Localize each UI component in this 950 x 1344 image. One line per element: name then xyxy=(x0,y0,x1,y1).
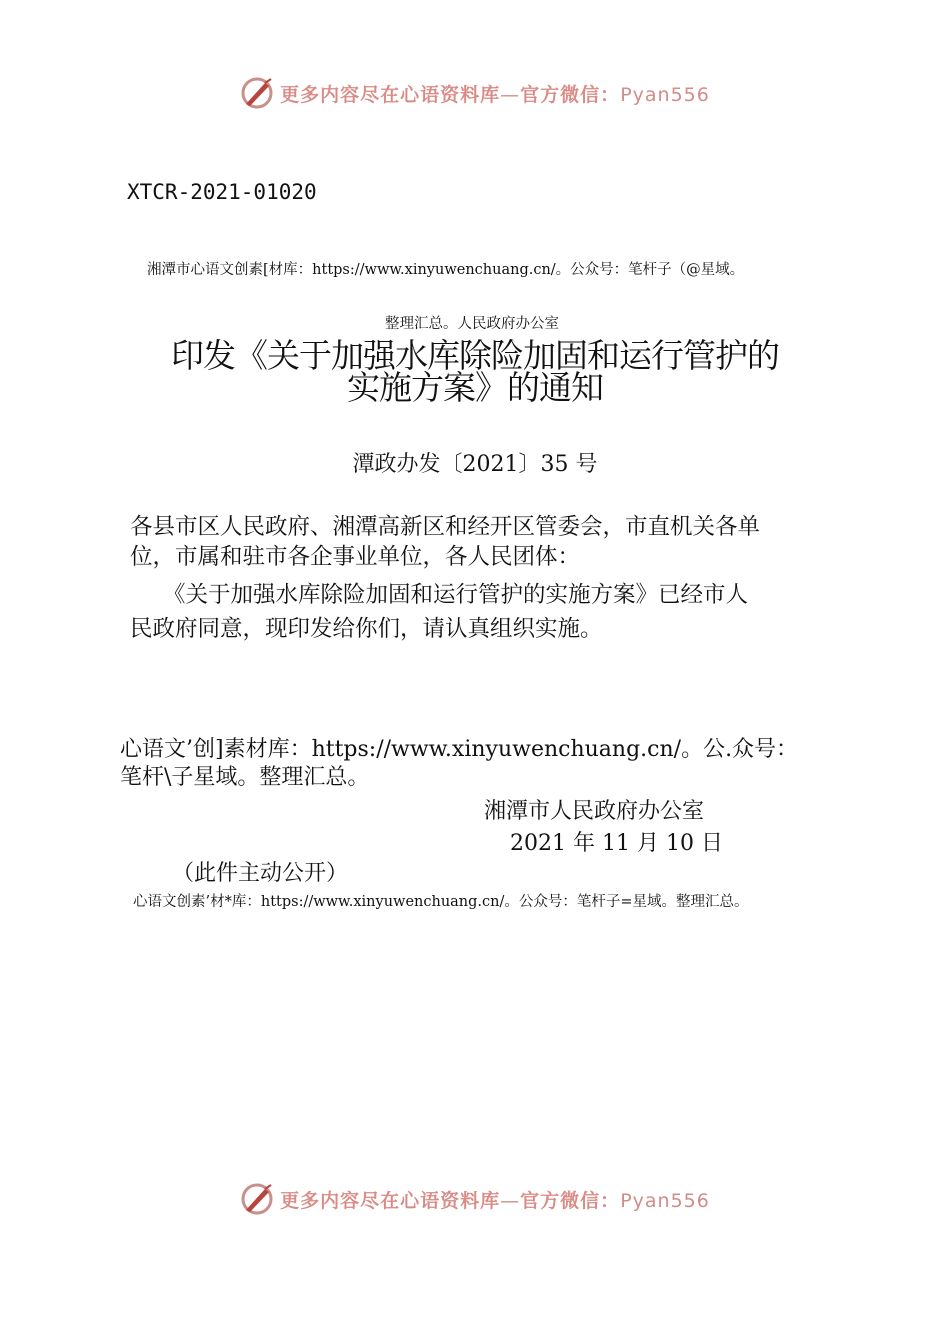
banner-dash: — xyxy=(500,83,521,106)
banner-wechat-label: 官方微信： xyxy=(520,83,621,106)
quill-pen-icon xyxy=(240,76,274,110)
disclosure-note: （此件主动公开） xyxy=(172,861,349,886)
watermark-line: 心语文’创]素材库：https://www.xinyuwenchuang.cn/。公.众号： xyxy=(120,737,799,762)
body-paragraph-line: 《关于加强水库除险加固和运行管护的实施方案》已经市人 xyxy=(163,582,749,608)
quill-pen-icon xyxy=(240,1182,274,1216)
banner-wechat-label: 官方微信： xyxy=(520,1189,621,1212)
document-number-value: 〔2021〕35 号 xyxy=(440,452,598,477)
footer-watermark-banner xyxy=(0,1179,950,1219)
document-title xyxy=(0,336,950,407)
watermark-line: 笔杆\子星域。整理汇总。 xyxy=(120,765,370,790)
addressee-line: 位，市属和驻市各企事业单位，各人民团体： xyxy=(130,544,581,570)
banner-brand: 更多内容尽在心语资料库 xyxy=(280,83,501,106)
banner-wechat-id: Pyan556 xyxy=(620,1189,710,1212)
title-line: 实施方案》的通知 xyxy=(347,368,603,407)
body-paragraph-line: 民政府同意，现印发给你们，请认真组织实施。 xyxy=(130,616,603,642)
watermark-line: 整理汇总。人民政府办公室 xyxy=(385,316,559,332)
issue-date: 2021 年 11 月 10 日 xyxy=(510,831,723,856)
banner-brand: 更多内容尽在心语资料库 xyxy=(280,1189,501,1212)
header-watermark-banner xyxy=(0,73,950,113)
addressee-line: 各县市区人民政府、湘潭高新区和经开区管委会，市直机关各单 xyxy=(130,514,761,540)
banner-dash: — xyxy=(500,1189,521,1212)
signature: 湘潭市人民政府办公室 xyxy=(484,799,705,824)
banner-text xyxy=(280,1186,710,1213)
watermark-line: 湘潭市心语文创素[材库：https://www.xinyuwenchuang.cn/。公众号：笔杆子（@星域。 xyxy=(147,262,745,278)
banner-wechat-id: Pyan556 xyxy=(620,83,710,106)
title-line: 印发《关于加强水库除险加固和运行管护的 xyxy=(171,336,779,375)
watermark-line: 心语文创素’材*库：https://www.xinyuwenchuang.cn/。公众号：笔杆子=星域。整理汇总。 xyxy=(133,894,749,910)
document-number-prefix: 潭政办发 xyxy=(352,452,441,477)
document-code: XTCR-2021-01020 xyxy=(127,180,317,204)
document-number xyxy=(0,447,950,478)
banner-text xyxy=(280,80,710,107)
